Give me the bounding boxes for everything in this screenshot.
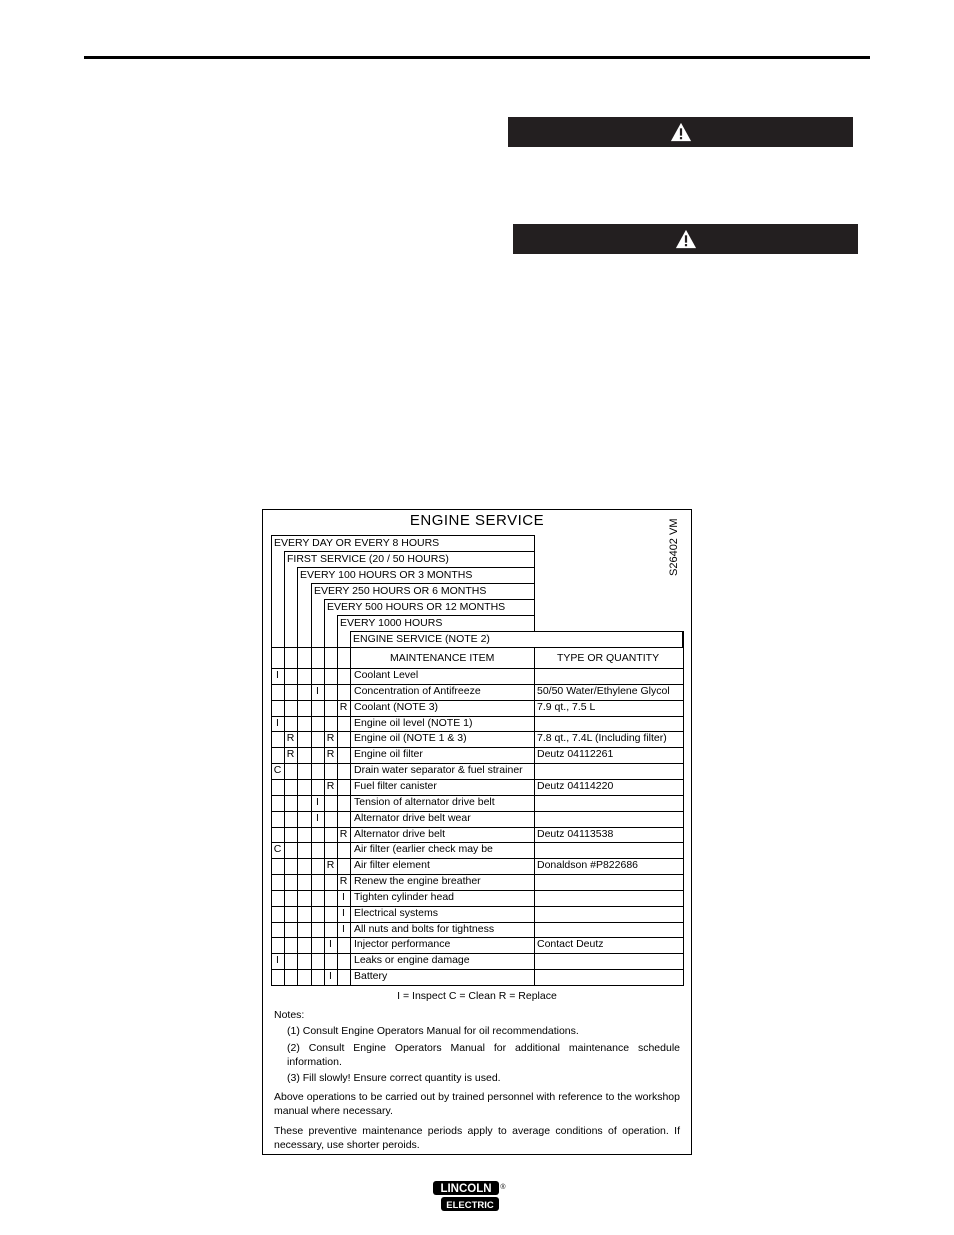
service-mark [297,668,310,683]
service-mark [324,827,337,842]
service-mark [297,922,310,937]
interval-header: EVERY 100 HOURS OR 3 MONTHS [297,567,535,583]
grid-line [271,647,684,648]
service-mark [324,842,337,857]
lincoln-electric-logo [433,1179,507,1213]
maintenance-item: Coolant Level [354,669,419,681]
service-mark [311,779,324,794]
service-mark [271,811,284,826]
service-mark: R [286,732,295,744]
maintenance-item: Drain water separator & fuel strainer [354,764,523,776]
type-or-quantity [537,795,682,810]
service-mark: R [326,859,335,871]
service-mark [311,827,324,842]
service-mark [271,684,284,699]
service-mark: R [339,701,348,713]
service-mark [324,668,337,683]
service-mark [271,731,284,746]
service-mark: I [316,812,319,824]
maintenance-item: Leaks or engine damage [354,954,470,966]
service-mark [311,969,324,984]
service-mark: I [316,796,319,808]
maintenance-item: All nuts and bolts for tightness [354,923,495,935]
type-or-quantity [537,969,682,984]
service-mark [284,842,297,857]
service-mark [297,842,310,857]
service-mark [271,906,284,921]
interval-header: EVERY 500 HOURS OR 12 MONTHS [324,599,535,615]
warning-triangle-icon [675,228,697,250]
service-mark [284,969,297,984]
maintenance-item: Coolant (NOTE 3) [354,701,439,713]
service-mark [297,795,310,810]
service-mark [324,700,337,715]
service-mark [284,922,297,937]
service-mark: R [339,828,348,840]
service-mark [311,953,324,968]
service-mark [324,953,337,968]
service-mark [311,842,324,857]
service-mark [271,890,284,905]
warning-banner [508,117,853,147]
service-mark [297,874,310,889]
type-or-quantity: 7.9 qt., 7.5 L [537,701,596,713]
column-header-item: MAINTENANCE ITEM [390,652,495,664]
maintenance-item: Air filter (earlier check may be [354,843,493,855]
service-mark [284,763,297,778]
service-mark [297,811,310,826]
service-mark: I [276,717,279,729]
service-mark [284,953,297,968]
service-mark [311,922,324,937]
service-mark [311,700,324,715]
type-or-quantity: 7.8 qt., 7.4L (Including filter) [537,732,667,744]
maintenance-item: Electrical systems [354,907,439,919]
maintenance-item: Injector performance [354,938,451,950]
type-or-quantity: Contact Deutz [537,938,604,950]
service-mark [337,969,350,984]
service-mark [337,731,350,746]
service-mark [324,716,337,731]
service-mark [297,684,310,699]
type-or-quantity [537,842,682,857]
service-mark [284,906,297,921]
service-mark [311,858,324,873]
service-mark [337,811,350,826]
logo-line1: LINCOLN [440,1183,492,1195]
service-mark [337,858,350,873]
maintenance-item: Alternator drive belt [354,828,446,840]
service-mark [284,874,297,889]
service-mark [297,827,310,842]
interval-header: EVERY 1000 HOURS [337,615,535,631]
service-mark [337,684,350,699]
grid-line [534,647,535,985]
legend: I = Inspect C = Clean R = Replace [397,990,557,1002]
service-mark [311,747,324,762]
service-mark [271,747,284,762]
note-1: (1) Consult Engine Operators Manual for oil recommendations. [287,1025,579,1037]
service-mark [284,811,297,826]
service-mark [324,890,337,905]
paragraph-2: These preventive maintenance periods apply to average conditions of operation. If necessary, use shorter peroids. [274,1125,680,1151]
maintenance-item: Engine oil level (NOTE 1) [354,717,473,729]
interval-header: EVERY 250 HOURS OR 6 MONTHS [311,583,535,599]
paragraph-1: Above operations to be carried out by trained personnel with reference to the workshop manual where necessary. [274,1091,680,1117]
service-mark [324,763,337,778]
service-mark [311,668,324,683]
maintenance-item: Air filter element [354,859,430,871]
interval-header: EVERY DAY OR EVERY 8 HOURS [271,535,535,551]
service-mark [284,795,297,810]
service-mark [337,937,350,952]
type-or-quantity: Donaldson #P822686 [537,859,639,871]
service-mark [297,731,310,746]
maintenance-item: Alternator drive belt wear [354,812,471,824]
service-mark [284,668,297,683]
logo-registered-mark: ® [500,1184,506,1191]
service-mark [271,858,284,873]
service-mark [337,747,350,762]
service-mark [271,779,284,794]
maintenance-item: Engine oil (NOTE 1 & 3) [354,732,467,744]
maintenance-item: Tension of alternator drive belt [354,796,495,808]
service-mark [284,779,297,794]
logo-line2: ELECTRIC [446,1200,494,1211]
interval-header: ENGINE SERVICE (NOTE 2) [350,631,683,647]
service-mark [311,937,324,952]
service-mark [324,906,337,921]
service-mark [284,890,297,905]
service-mark [271,700,284,715]
service-mark: I [329,938,332,950]
maintenance-item: Fuel filter canister [354,780,437,792]
service-mark [311,890,324,905]
service-mark [284,858,297,873]
notes-heading: Notes: [274,1009,305,1021]
service-mark: R [326,780,335,792]
service-mark [297,747,310,762]
warning-triangle-icon [670,121,692,143]
service-mark: I [342,923,345,935]
service-mark [284,700,297,715]
service-mark: C [273,764,282,776]
service-mark: C [273,843,282,855]
service-mark [337,953,350,968]
service-mark [311,874,324,889]
maintenance-item: Tighten cylinder head [354,891,455,903]
service-mark [271,969,284,984]
service-mark [337,842,350,857]
maintenance-item: Concentration of Antifreeze [354,685,481,697]
service-mark [297,716,310,731]
label-title: ENGINE SERVICE [409,512,545,529]
service-mark: R [286,748,295,760]
warning-banner [513,224,858,254]
service-mark [337,795,350,810]
type-or-quantity [537,874,682,889]
service-mark [311,731,324,746]
type-or-quantity [537,890,682,905]
service-mark [271,874,284,889]
service-mark [337,668,350,683]
service-mark [297,953,310,968]
type-or-quantity [537,668,682,683]
service-mark [284,684,297,699]
service-mark [271,827,284,842]
service-mark [324,922,337,937]
type-or-quantity [537,811,682,826]
note-2: (2) Consult Engine Operators Manual for additional maintenance schedule information. [287,1042,680,1068]
service-mark [284,937,297,952]
service-mark: I [342,891,345,903]
service-mark [284,716,297,731]
service-mark [297,969,310,984]
header-rule [84,56,870,59]
note-3: (3) Fill slowly! Ensure correct quantity is used. [287,1072,501,1084]
service-mark [324,684,337,699]
service-mark: R [326,732,335,744]
service-mark [271,922,284,937]
service-mark [297,906,310,921]
service-mark: I [276,954,279,966]
service-mark [337,763,350,778]
service-mark [337,779,350,794]
service-mark [297,890,310,905]
service-mark: I [329,970,332,982]
service-mark: I [316,685,319,697]
service-mark [297,937,310,952]
service-mark [311,906,324,921]
grid-line [271,985,684,986]
service-mark [284,827,297,842]
service-mark: I [342,907,345,919]
service-mark [324,874,337,889]
type-or-quantity: Deutz 04113538 [537,828,614,840]
service-mark: I [276,669,279,681]
maintenance-item: Battery [354,970,388,982]
type-or-quantity [537,763,682,778]
type-or-quantity: Deutz 04112261 [537,748,614,760]
type-or-quantity: Deutz 04114220 [537,780,614,792]
service-mark [311,763,324,778]
service-mark: R [326,748,335,760]
type-or-quantity [537,922,682,937]
service-mark [297,700,310,715]
column-header-type: TYPE OR QUANTITY [557,652,660,664]
type-or-quantity: 50/50 Water/Ethylene Glycol [537,685,670,697]
service-mark [311,716,324,731]
service-mark [271,795,284,810]
type-or-quantity [537,716,682,731]
service-mark [297,779,310,794]
maintenance-item: Engine oil filter [354,748,423,760]
service-mark [337,716,350,731]
maintenance-item: Renew the engine breather [354,875,481,887]
type-or-quantity [537,906,682,921]
service-mark [324,795,337,810]
interval-header: FIRST SERVICE (20 / 50 HOURS) [284,551,535,567]
service-mark: R [339,875,348,887]
service-mark [297,858,310,873]
service-mark [324,811,337,826]
type-or-quantity [537,953,682,968]
label-code: S26402 VM [668,518,680,576]
service-mark [271,937,284,952]
service-mark [297,763,310,778]
